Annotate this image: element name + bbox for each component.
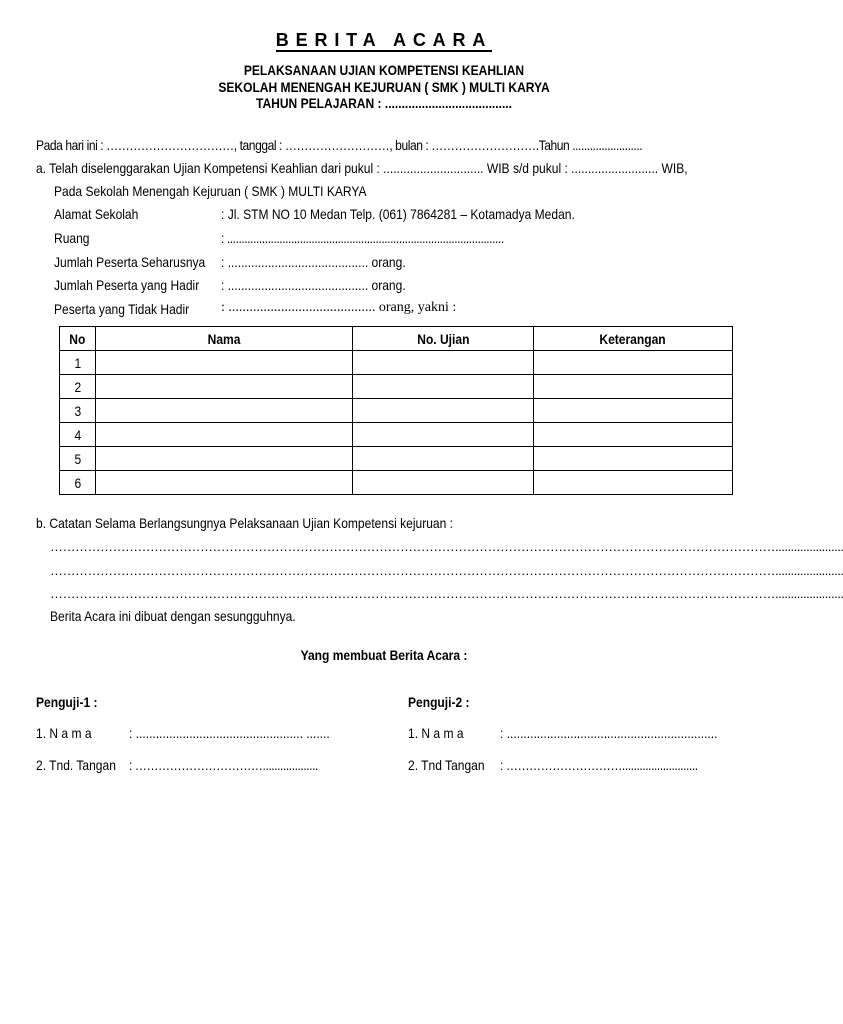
intro-date-line: Pada hari ini : ……………………………, tanggal : ………………………, bulan : ……………………….Tahun ........................ xyxy=(36,137,643,153)
examiner-1-name-field: : .................................................. ....... xyxy=(129,725,330,741)
examiner-2-name-label: 1. N a m a xyxy=(408,725,464,741)
table-row xyxy=(60,447,733,471)
notes-heading: b. Catatan Selama Berlangsungnya Pelaksanaan Ujian Kompetensi kejuruan : xyxy=(36,515,453,531)
table-row xyxy=(60,471,733,495)
name-cell xyxy=(96,423,353,447)
exam-number-cell xyxy=(353,399,534,423)
remarks-cell xyxy=(534,447,733,471)
examiner-2-signature-field: : ………………………….......................... xyxy=(500,757,698,773)
notes-dotted-line-1: …………………………………………………………………………………………………………………………………………………………...................... xyxy=(50,539,843,554)
field-value-address: : Jl. STM NO 10 Medan Telp. (061) 7864281 – Kotamadya Medan. xyxy=(221,206,575,222)
table-row xyxy=(60,375,733,399)
field-value-absent: : .......................................... orang, yakni : xyxy=(221,300,457,315)
remarks-cell xyxy=(534,351,733,375)
remarks-cell xyxy=(534,375,733,399)
document-title: BERITA ACARA xyxy=(275,30,493,50)
intro-time-line: a. Telah diselenggarakan Ujian Kompetensi Keahlian dari pukul : .............................. WIB s/d pukul : .......................... WIB, xyxy=(36,160,688,176)
exam-number-cell xyxy=(353,351,534,375)
table-header-row xyxy=(60,327,733,351)
name-cell xyxy=(96,447,353,471)
examiner-1-signature-label: 2. Tnd. Tangan xyxy=(36,757,116,773)
examiner-2-name-field: : ............................................................... xyxy=(500,725,718,741)
table-row xyxy=(60,351,733,375)
absent-table xyxy=(59,326,733,495)
table-row xyxy=(60,399,733,423)
remarks-cell xyxy=(534,471,733,495)
exam-number-cell xyxy=(353,447,534,471)
remarks-cell xyxy=(534,423,733,447)
table-row xyxy=(60,423,733,447)
field-value-expected: : .......................................... orang. xyxy=(221,254,406,270)
exam-number-cell xyxy=(353,471,534,495)
name-cell xyxy=(96,351,353,375)
column-header-remarks: Keterangan xyxy=(534,327,733,351)
header-line-3: TAHUN PELAJARAN : ...................................... xyxy=(255,95,512,111)
remarks-cell xyxy=(534,399,733,423)
column-header-no: No xyxy=(60,327,96,351)
examiner-1-signature-field: : ……………………………................... xyxy=(129,757,318,773)
field-label-present: Jumlah Peserta yang Hadir xyxy=(54,277,200,293)
school-line: Pada Sekolah Menengah Kejuruan ( SMK ) MULTI KARYA xyxy=(54,183,367,199)
exam-number-cell xyxy=(353,423,534,447)
field-label-expected: Jumlah Peserta Seharusnya xyxy=(54,254,206,270)
examiner-2-signature-label: 2. Tnd Tangan xyxy=(408,757,485,773)
signature-heading: Yang membuat Berita Acara : xyxy=(300,647,468,663)
name-cell xyxy=(96,399,353,423)
row-number: 1 xyxy=(60,351,96,375)
examiner-2-title: Penguji-2 : xyxy=(408,694,470,710)
field-label-room: Ruang xyxy=(54,230,90,246)
closing-statement: Berita Acara ini dibuat dengan sesungguhnya. xyxy=(50,608,296,624)
name-cell xyxy=(96,375,353,399)
examiner-1-name-label: 1. N a m a xyxy=(36,725,92,741)
field-label-address: Alamat Sekolah xyxy=(54,206,139,222)
field-label-absent: Peserta yang Tidak Hadir xyxy=(54,301,190,317)
column-header-name: Nama xyxy=(96,327,353,351)
notes-dotted-line-3: …………………………………………………………………………………………………………………………………………………………...................... xyxy=(50,586,843,601)
row-number: 6 xyxy=(60,471,96,495)
row-number: 4 xyxy=(60,423,96,447)
examiner-1-title: Penguji-1 : xyxy=(36,694,98,710)
column-header-exam-number: No. Ujian xyxy=(353,327,534,351)
row-number: 2 xyxy=(60,375,96,399)
header-line-2: SEKOLAH MENENGAH KEJURUAN ( SMK ) MULTI KARYA xyxy=(218,79,550,95)
header-line-1: PELAKSANAAN UJIAN KOMPETENSI KEAHLIAN xyxy=(243,62,525,78)
field-value-room: : ............................................................................................... xyxy=(221,230,504,246)
row-number: 3 xyxy=(60,399,96,423)
notes-dotted-line-2: …………………………………………………………………………………………………………………………………………………………...................... xyxy=(50,563,843,578)
field-value-present: : .......................................... orang. xyxy=(221,277,406,293)
exam-number-cell xyxy=(353,375,534,399)
name-cell xyxy=(96,471,353,495)
row-number: 5 xyxy=(60,447,96,471)
